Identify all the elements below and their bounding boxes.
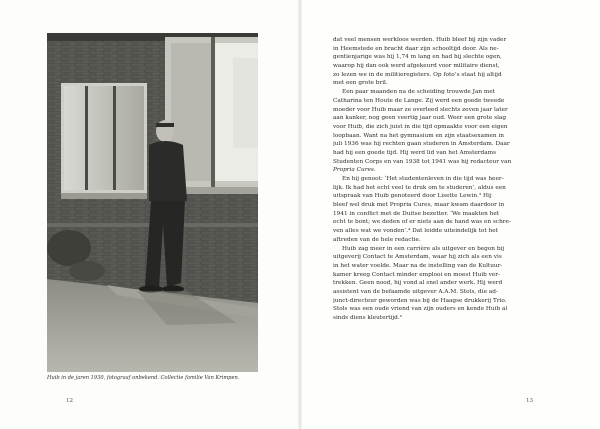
text-line: kamer kreeg Contact minder emplooi en moest Huib ver- [333,271,500,278]
book-gutter [298,0,302,429]
text-line: Een paar maanden na de scheiding trouwde Jan met [342,89,496,96]
text-line: moeder voor Huib maar ze overleed slechts zeven jaar later [333,106,508,113]
text-line: sinds diens kleutertijd.⁵ [333,315,402,321]
text-line: Propria Cures. [333,167,376,174]
page-number-left: 12 [66,398,74,404]
text-line: Catharina ten Houte de Lange. Zij werd een goede tweede [333,97,505,104]
text-line: voor Huib, die zich juist in die tijd opmaakte voor een eigen [333,123,508,130]
text-line: lijk. Ik had het echt veel te druk om te studeren’, aldus een [333,184,506,191]
text-line: Studenten Corps en van 1938 tot 1941 was hij redacteur van [333,158,512,165]
text-line: bleef wel druk met Propria Cures, maar kwam daardoor in [333,202,505,209]
page-number-right: 13 [526,398,534,404]
text-line: trekken. Geen nood, hij vond al snel ander werk. Hij werd [333,280,503,287]
text-line: gentienjarige was hij 1,74 m lang en had hij slechte ogen, [333,54,502,61]
text-line: juli 1936 was hij rechten gaan studeren in Amsterdam. Daar [333,141,510,148]
text-line: in het water voelde. Maar na de instelling van de Kultuur- [333,262,503,269]
photo-caption: Huib in de jaren 1930, fotograaf onbekend. Collectie familie Van Krimpen. [47,375,240,381]
text-line: in Heemstede en bracht daar zijn schooltijd door. Als ne- [333,45,499,52]
text-line: had hij een goede tijd. Hij werd lid van het Amsterdams [333,149,497,156]
text-line: dat veel mensen werkloos werden. Huib bleef bij zijn vader [333,37,507,43]
text-line: aan kanker, nog geen veertig jaar oud. Weer een grote slag [333,115,507,122]
text-line: junct-directeur geworden was bij de Haagse drukkerij Trio. [333,297,507,304]
text-line: echt te bont; we deden of er niets aan de hand was en schre- [333,219,511,226]
text-line: zo lezen we in de militieregisters. Op foto’s staat hij altijd [333,71,502,78]
text-line: met een grote bril. [333,80,388,87]
text-line: loopbaan. Want na het gymnasium en zijn staatsexamen in [333,132,505,139]
historical-photograph [47,33,258,372]
text-line: Stols was een oude vriend van zijn ouders en kende Huib al [333,306,508,313]
text-line: 1941 in conflict met de Duitse bezetter. ‘We maakten het [333,210,500,217]
text-line: waarop hij dan ook werd afgekeurd voor militaire dienst, [333,63,500,70]
text-line: En hij genoot: ‘Het studentenleven in die tijd was heer- [342,176,504,182]
text-line: assistent van de befaamde uitgever A.A.M. Stols, die ad- [333,288,498,295]
text-line: uitgeverij Contact te Amsterdam, waar hij zich als een vis [333,254,502,261]
text-line: aftreden van de hele redactie. [333,236,421,243]
text-line: ven alles wat we vonden’.⁴ Dat leidde uiteindelijk tot het [333,228,498,235]
body-text [333,36,549,323]
text-line: uitspraak van Huib genoteerd door Lisette Lewin.³ Hij [333,193,492,200]
text-line: Huib zag meer in een carrière als uitgever en begon bij [342,245,505,252]
